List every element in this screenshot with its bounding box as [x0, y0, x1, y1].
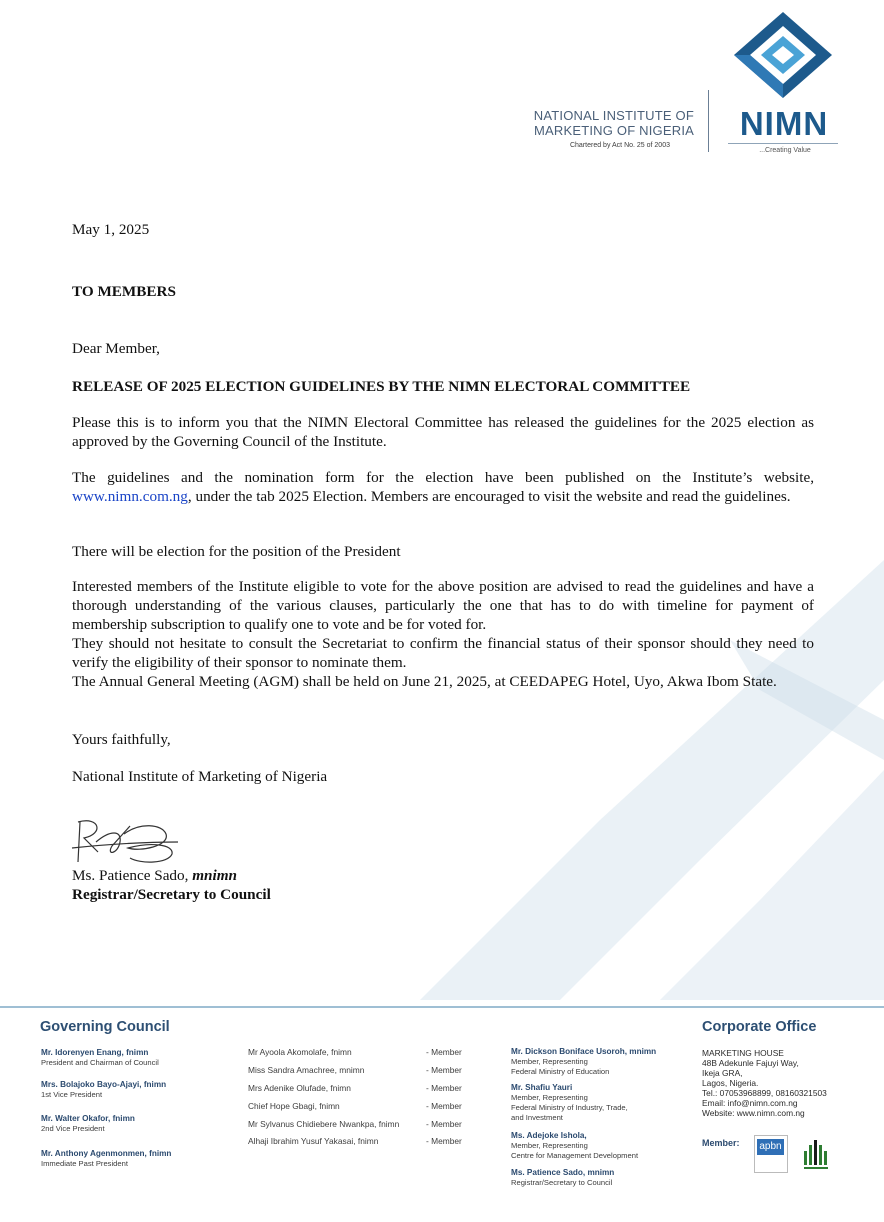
signature-image [70, 812, 180, 870]
representative-line: and Investment [511, 1113, 563, 1122]
member-name: Chief Hope Gbagi, fnimn [248, 1101, 340, 1111]
member-name: Alhaji Ibrahim Yusuf Yakasai, fnimn [248, 1136, 379, 1146]
representative-name: Mr. Dickson Boniface Usoroh, mnimn [511, 1047, 657, 1056]
council-member-row [248, 1136, 488, 1146]
representative-item [511, 1168, 691, 1188]
officer-item [41, 1048, 231, 1068]
officer-item [41, 1149, 231, 1169]
officer-item [41, 1114, 231, 1134]
officer-item [41, 1080, 231, 1100]
representative-line: Centre for Management Development [511, 1151, 639, 1160]
representative-item [511, 1083, 691, 1123]
member-role: - Member [426, 1101, 462, 1111]
bar-chart-logo-icon [802, 1137, 832, 1173]
representative-item [511, 1047, 691, 1077]
letter-paragraph-2 [72, 468, 814, 506]
representative-line: Member, Representing [511, 1057, 588, 1066]
corporate-address [702, 1048, 872, 1118]
officer-name: Mrs. Bolajoko Bayo-Ajayi, fnimn [41, 1080, 167, 1089]
paragraph-2-text-end: , under the tab 2025 Election. Members are encouraged to visit the website and read the guidelines. [187, 488, 791, 505]
member-name: Miss Sandra Amachree, mnimn [248, 1065, 365, 1075]
org-name-line2: MARKETING OF NIGERIA [533, 123, 694, 138]
letter-org-signoff: National Institute of Marketing of Nigeria [72, 768, 328, 785]
council-member-row [248, 1119, 488, 1129]
member-name: Mr Sylvanus Chidiebere Nwankpa, fnimn [248, 1119, 400, 1129]
letter-paragraph-1: Please this is to inform you that the NIMN Electoral Committee has released the guidelines for the 2025 election as approved by the Governing Council of the Institute. [72, 414, 814, 450]
letter-subject: RELEASE OF 2025 ELECTION GUIDELINES BY THE NIMN ELECTORAL COMMITTEE [72, 378, 691, 395]
representative-line: Federal Ministry of Industry, Trade, [511, 1103, 628, 1112]
org-name-line1: NATIONAL INSTITUTE OF [533, 108, 694, 123]
member-label: Member: [702, 1138, 740, 1148]
corporate-city: Lagos, Nigeria. [702, 1078, 759, 1088]
corporate-area: Ikeja GRA, [702, 1068, 743, 1078]
officer-role: 2nd Vice President [41, 1124, 105, 1133]
representative-line: Member, Representing [511, 1093, 588, 1102]
council-member-row [248, 1101, 488, 1111]
letter-closing: Yours faithfully, [72, 731, 171, 748]
letter-paragraph-3: There will be election for the position of the President [72, 543, 401, 560]
logo-underline [728, 143, 838, 144]
representative-line: Registrar/Secretary to Council [511, 1178, 613, 1187]
representative-line: Member, Representing [511, 1141, 588, 1150]
officer-role: Immediate Past President [41, 1159, 128, 1168]
website-link[interactable]: www.nimn.com.ng [72, 488, 188, 505]
member-role: - Member [426, 1047, 462, 1057]
officer-name: Mr. Idorenyen Enang, fnimn [41, 1048, 149, 1057]
letter-paragraph-4: Interested members of the Institute eligible to vote for the above position are advised to read the guidelines and have a thorough understanding of the various clauses, particularly the one that has to do with timeline for payment of membership subscription to qualify one to vote and be for voted for. [72, 578, 814, 633]
logo-wordmark: NIMN [739, 105, 829, 142]
governing-council-heading: Governing Council [40, 1019, 170, 1035]
member-name: Mrs Adenike Olufade, fnimn [248, 1083, 351, 1093]
member-role: - Member [426, 1136, 462, 1146]
member-role: - Member [426, 1065, 462, 1075]
representative-line: Federal Ministry of Education [511, 1067, 610, 1076]
corporate-website[interactable]: Website: www.nimn.com.ng [702, 1108, 805, 1118]
corporate-email[interactable]: Email: info@nimn.com.ng [702, 1098, 798, 1108]
council-member-row [248, 1047, 488, 1057]
representative-name: Mr. Shafiu Yauri [511, 1083, 573, 1092]
officer-name: Mr. Anthony Agenmonmen, fnimn [41, 1149, 172, 1158]
org-name-block [500, 108, 694, 149]
council-member-row [248, 1065, 488, 1075]
member-name: Mr Ayoola Akomolafe, fnimn [248, 1047, 352, 1057]
paragraph-2-text-start: The guidelines and the nomination form for the election have been published on the Institute’s website, [72, 469, 814, 486]
corporate-street: 48B Adekunle Fajuyi Way, [702, 1058, 799, 1068]
corporate-office-heading: Corporate Office [702, 1019, 817, 1035]
letter-salutation: Dear Member, [72, 340, 160, 357]
letter-recipient: TO MEMBERS [72, 283, 176, 300]
signatory-line [72, 866, 814, 885]
apbn-logo-text: apbn [757, 1139, 784, 1155]
nimn-diamond-logo-icon [734, 12, 832, 98]
signatory-title: Registrar/Secretary to Council [72, 886, 271, 903]
signatory-name: Ms. Patience Sado, [72, 867, 193, 884]
signatory-suffix: mnimn [192, 867, 237, 884]
member-role: - Member [426, 1083, 462, 1093]
letter-paragraph-6: The Annual General Meeting (AGM) shall be held on June 21, 2025, at CEEDAPEG Hotel, Uyo, Akwa Ibom State. [72, 673, 777, 690]
officer-role: 1st Vice President [41, 1090, 103, 1099]
letter-paragraph-5: They should not hesitate to consult the Secretariat to confirm the financial status of their sponsor should they need to verify the eligibility of their sponsor to nominate them. [72, 635, 814, 671]
council-member-row [248, 1083, 488, 1093]
charter-text: Chartered by Act No. 25 of 2003 [569, 142, 670, 149]
officer-name: Mr. Walter Okafor, fnimn [41, 1114, 135, 1123]
representative-item [511, 1131, 691, 1161]
representative-name: Ms. Adejoke Ishola, [511, 1131, 587, 1140]
letter-date: May 1, 2025 [72, 221, 150, 238]
header-divider [708, 90, 709, 152]
apbn-logo-icon [754, 1135, 788, 1173]
corporate-building: MARKETING HOUSE [702, 1048, 784, 1058]
footer-rule [0, 1006, 884, 1008]
representative-name: Ms. Patience Sado, mnimn [511, 1168, 615, 1177]
logo-tagline: ...Creating Value [759, 147, 811, 154]
member-role: - Member [426, 1119, 462, 1129]
officer-role: President and Chairman of Council [41, 1058, 159, 1067]
corporate-phone: Tel.: 07053968899, 08160321503 [702, 1088, 827, 1098]
